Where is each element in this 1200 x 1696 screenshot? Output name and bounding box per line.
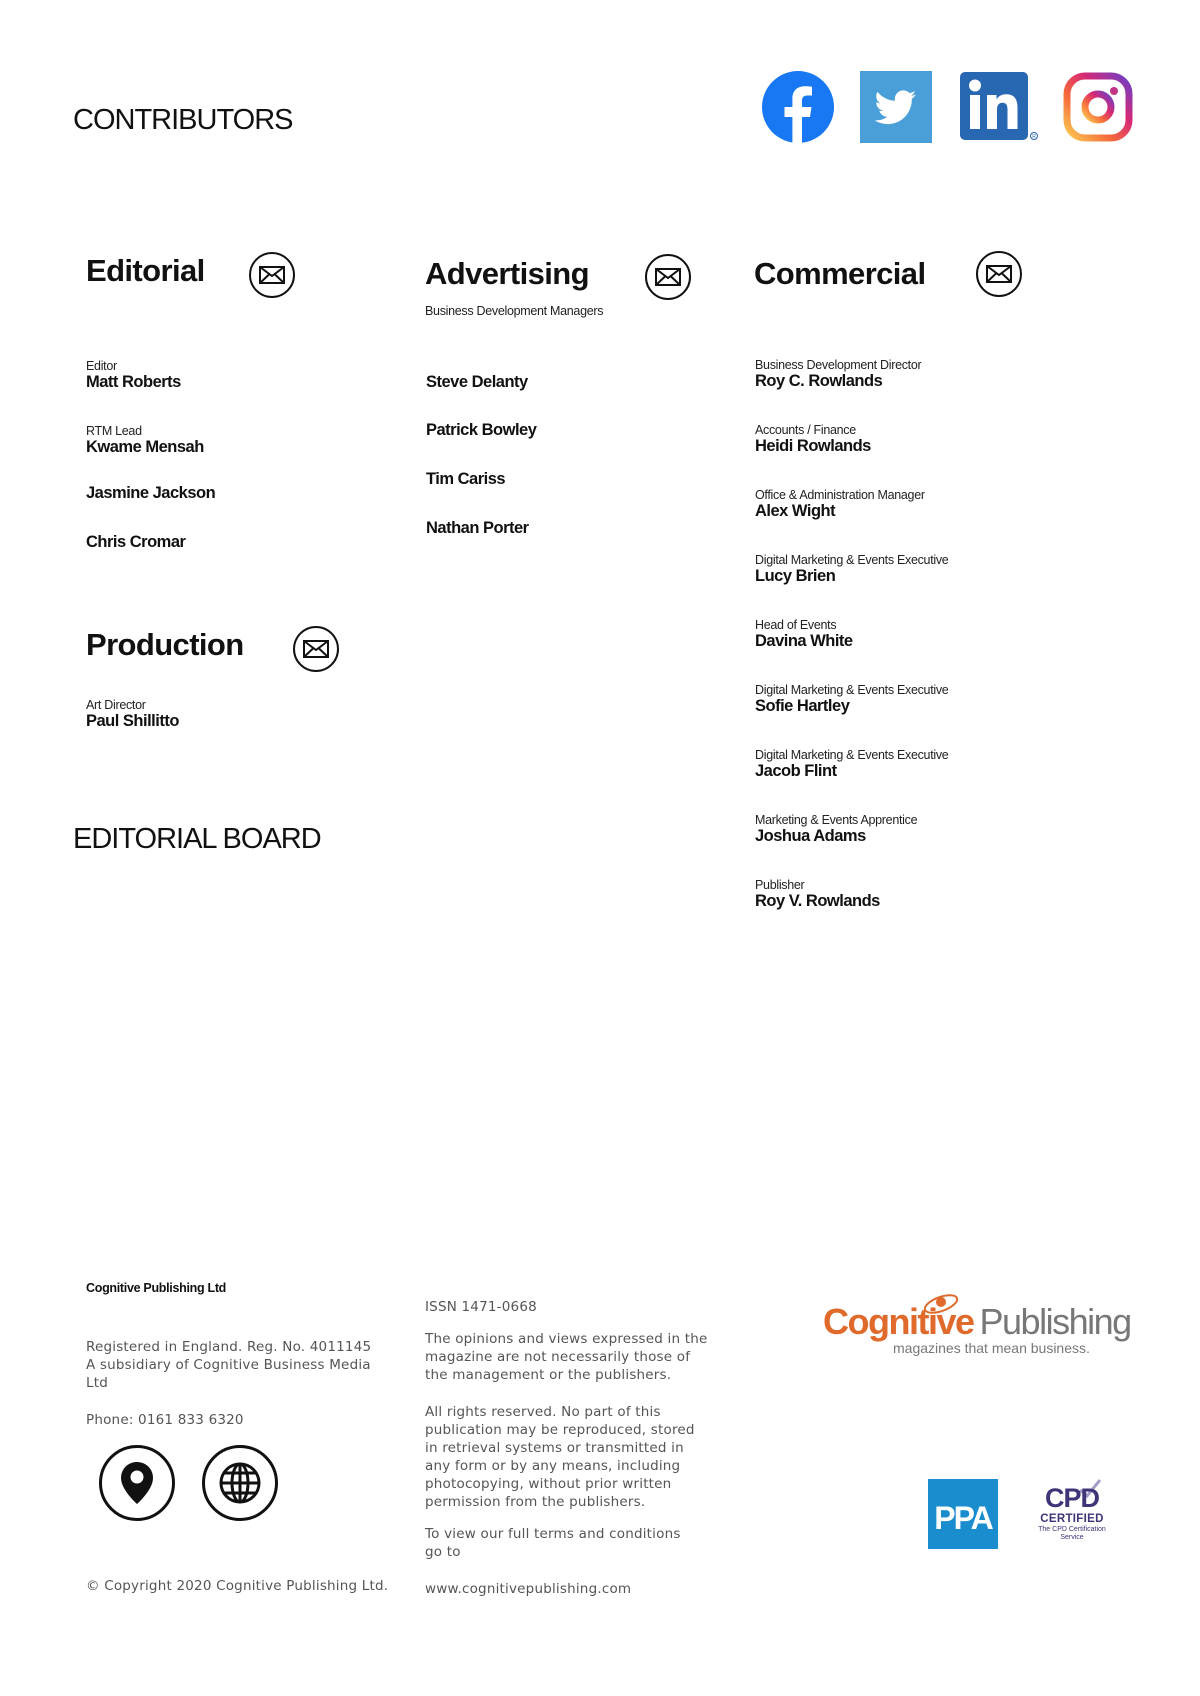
footer-rights-line: permission from the publishers. [425,1494,646,1510]
footer-copyright: © Copyright 2020 Cognitive Publishing Ltd. [86,1578,389,1594]
person-name: Jacob Flint [755,762,837,780]
logo-word-cognitive: Cognitive [823,1301,974,1342]
role-label: Business Development Director [755,358,922,372]
role-label: Office & Administration Manager [755,488,925,502]
role-label: Digital Marketing & Events Executive [755,553,949,567]
advertising-entry [426,470,505,489]
footer-registered-line: Ltd [86,1375,108,1391]
cpd-service-text: The CPD Certification [1038,1526,1106,1533]
twitter-icon[interactable] [860,71,932,143]
footer-terms [425,1525,681,1561]
commercial-entry [755,683,948,716]
person-name: Roy V. Rowlands [755,892,880,910]
person-name: Tim Cariss [426,470,506,488]
footer-rights-line: in retrieval systems or transmitted in [425,1440,684,1456]
footer-registered-line: Registered in England. Reg. No. 4011145 [86,1339,372,1355]
commercial-entry [755,358,921,391]
person-name: Steve Delanty [426,373,528,391]
production-mail-icon[interactable] [293,626,339,672]
role-label: Art Director [86,698,146,712]
role-label: Editor [86,359,117,373]
footer-rights-line: publication may be reproduced, stored [425,1422,695,1438]
advertising-entry [426,373,528,392]
person-name: Chris Cromar [86,533,186,551]
commercial-entry [755,878,880,911]
commercial-entry [755,813,917,846]
advertising-entry [426,421,536,440]
certified-text: CERTIFIED [1040,1513,1104,1525]
map-pin-icon [119,1460,155,1506]
person-name: Nathan Porter [426,519,529,537]
person-name: Roy C. Rowlands [755,372,883,390]
person-name: Heidi Rowlands [755,437,871,455]
footer-opinions-line: The opinions and views expressed in the [425,1331,708,1347]
editorial-title: Editorial [86,253,205,288]
editorial-entry [86,533,185,552]
globe-icon [217,1460,263,1506]
footer-company: Cognitive Publishing Ltd [86,1281,227,1295]
advertising-mail-icon[interactable] [645,254,691,300]
commercial-entry [755,618,853,651]
role-label: Head of Events [755,618,837,632]
commercial-title: Commercial [754,256,926,291]
instagram-icon[interactable] [1063,72,1133,142]
location-button[interactable] [99,1445,175,1521]
footer-rights-line: any form or by any means, including [425,1458,681,1474]
production-title: Production [86,627,244,662]
editorial-mail-icon[interactable] [249,252,295,298]
role-label: Digital Marketing & Events Executive [755,748,949,762]
production-entry [86,698,179,731]
commercial-entry [755,748,948,781]
advertising-subtitle: Business Development Managers [425,304,604,318]
cpd-text: CPD [1044,1483,1099,1513]
person-name: Alex Wight [755,502,836,520]
contributors-heading: CONTRIBUTORS [73,104,293,136]
footer-phone: Phone: 0161 833 6320 [86,1412,244,1428]
editorial-board-heading: EDITORIAL BOARD [73,823,321,855]
person-name: Sofie Hartley [755,697,850,715]
ppa-logo-text: PPA [934,1500,992,1536]
svg-text:R: R [1032,134,1036,140]
person-name: Patrick Bowley [426,421,537,439]
commercial-mail-icon[interactable] [976,251,1022,297]
person-name: Jasmine Jackson [86,484,216,502]
footer-terms-line: To view our full terms and conditions [425,1526,681,1542]
facebook-icon[interactable] [762,71,834,143]
role-label: Digital Marketing & Events Executive [755,683,949,697]
person-name: Matt Roberts [86,373,181,391]
footer-website-link[interactable]: www.cognitivepublishing.com [425,1581,632,1597]
website-button[interactable] [202,1445,278,1521]
footer-terms-line: go to [425,1544,461,1560]
commercial-entry [755,553,948,586]
commercial-entry [755,423,871,456]
role-label: RTM Lead [86,424,142,438]
footer-opinions-line: magazine are not necessarily those of [425,1349,691,1365]
editorial-entry [86,484,215,503]
role-label: Accounts / Finance [755,423,856,437]
role-label: Marketing & Events Apprentice [755,813,918,827]
advertising-title: Advertising [425,256,589,291]
advertising-entry [426,519,529,538]
person-name: Joshua Adams [755,827,866,845]
editorial-entry [86,424,204,457]
person-name: Lucy Brien [755,567,836,585]
logo-tagline: magazines that mean business. [893,1340,1090,1356]
person-name: Paul Shillitto [86,712,179,730]
cpd-service-text-2: Service [1060,1534,1084,1541]
footer-opinions [425,1330,708,1384]
footer-registered-line: A subsidiary of Cognitive Business Media [86,1357,371,1373]
footer-rights [425,1403,695,1511]
cognitive-publishing-logo [823,1290,1131,1360]
role-label: Publisher [755,878,805,892]
linkedin-icon[interactable] [960,71,1040,143]
commercial-entry [755,488,925,521]
cpd-certified-logo [1030,1478,1114,1550]
footer-issn: ISSN 1471-0668 [425,1299,537,1315]
footer-rights-line: photocopying, without prior written [425,1476,672,1492]
editorial-entry [86,359,181,392]
ppa-logo [928,1479,998,1549]
footer-opinions-line: the management or the publishers. [425,1367,672,1383]
footer-registered [86,1338,371,1392]
person-name: Davina White [755,632,853,650]
footer-rights-line: All rights reserved. No part of this [425,1404,661,1420]
logo-word-publishing: Publishing [979,1301,1131,1342]
person-name: Kwame Mensah [86,438,204,456]
